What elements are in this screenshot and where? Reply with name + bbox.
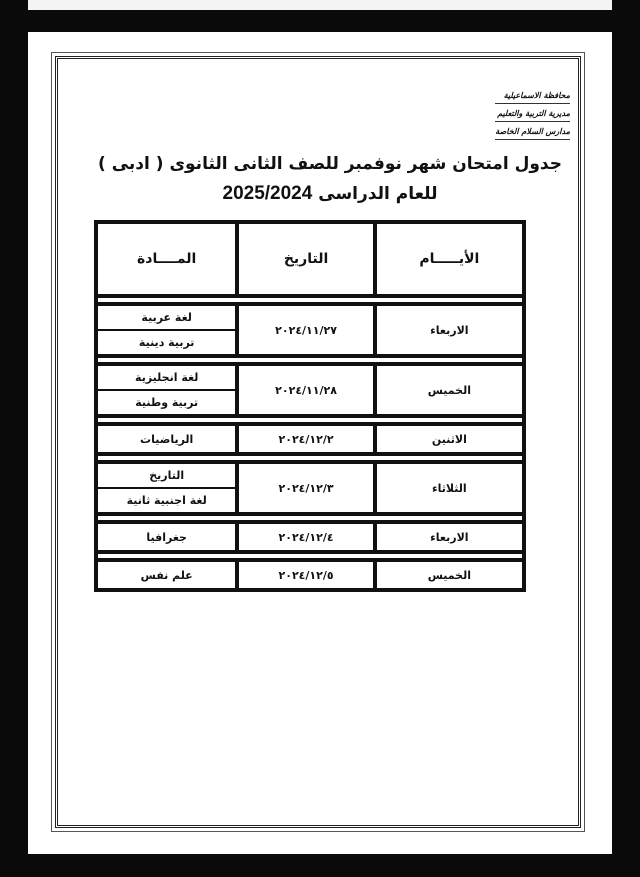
date-cell: ٢٠٢٤/١١/٢٨ — [237, 364, 374, 416]
day-cell: الخميس — [375, 560, 524, 590]
academic-year: 2025/2024 — [222, 183, 313, 204]
subject-name: لغة اجنبية ثانية — [98, 487, 235, 512]
table-row — [96, 304, 524, 356]
school-header — [495, 88, 570, 142]
day-cell: الاثنين — [375, 424, 524, 454]
header-subject: المــــادة — [96, 222, 237, 296]
day-cell: الاربعاء — [375, 522, 524, 552]
subject-cell — [96, 462, 237, 514]
subject-cell: الرياضيات — [96, 424, 237, 454]
subject-cell — [96, 304, 237, 356]
document-page — [28, 32, 612, 854]
date-cell: ٢٠٢٤/١١/٢٧ — [237, 304, 374, 356]
subtitle-prefix: للعام الدراسى — [318, 184, 438, 204]
header-days: الأيـــــام — [375, 222, 524, 296]
exam-schedule-table — [94, 220, 526, 592]
table-header-row — [96, 222, 524, 296]
header-line: مديرية التربية والتعليم — [495, 106, 570, 122]
subject-cell: جغرافيا — [96, 522, 237, 552]
date-cell: ٢٠٢٤/١٢/٢ — [237, 424, 374, 454]
day-cell: الثلاثاء — [375, 462, 524, 514]
table-row — [96, 424, 524, 454]
subject-name: تربية دينية — [98, 329, 235, 354]
table-row — [96, 560, 524, 590]
header-line: محافظة الاسماعيلية — [495, 88, 570, 104]
document-subtitle — [88, 180, 572, 208]
subject-cell — [96, 364, 237, 416]
subject-cell: علم نفس — [96, 560, 237, 590]
subject-name: لغة عربية — [141, 311, 192, 324]
top-page-edge — [28, 0, 612, 10]
day-cell: الخميس — [375, 364, 524, 416]
day-cell: الاربعاء — [375, 304, 524, 356]
table-row — [96, 364, 524, 416]
header-line: مدارس السلام الخاصة — [495, 124, 570, 140]
table-row — [96, 522, 524, 552]
header-date: التاريخ — [237, 222, 374, 296]
date-cell: ٢٠٢٤/١٢/٣ — [237, 462, 374, 514]
date-cell: ٢٠٢٤/١٢/٤ — [237, 522, 374, 552]
subject-name: تربية وطنية — [98, 389, 235, 414]
table-row — [96, 462, 524, 514]
subject-name: التاريخ — [149, 469, 185, 482]
document-title: جدول امتحان شهر نوفمبر للصف الثانى الثانوى ( ادبى ) — [98, 154, 562, 174]
date-cell: ٢٠٢٤/١٢/٥ — [237, 560, 374, 590]
subject-name: لغة انجليزية — [135, 371, 199, 384]
